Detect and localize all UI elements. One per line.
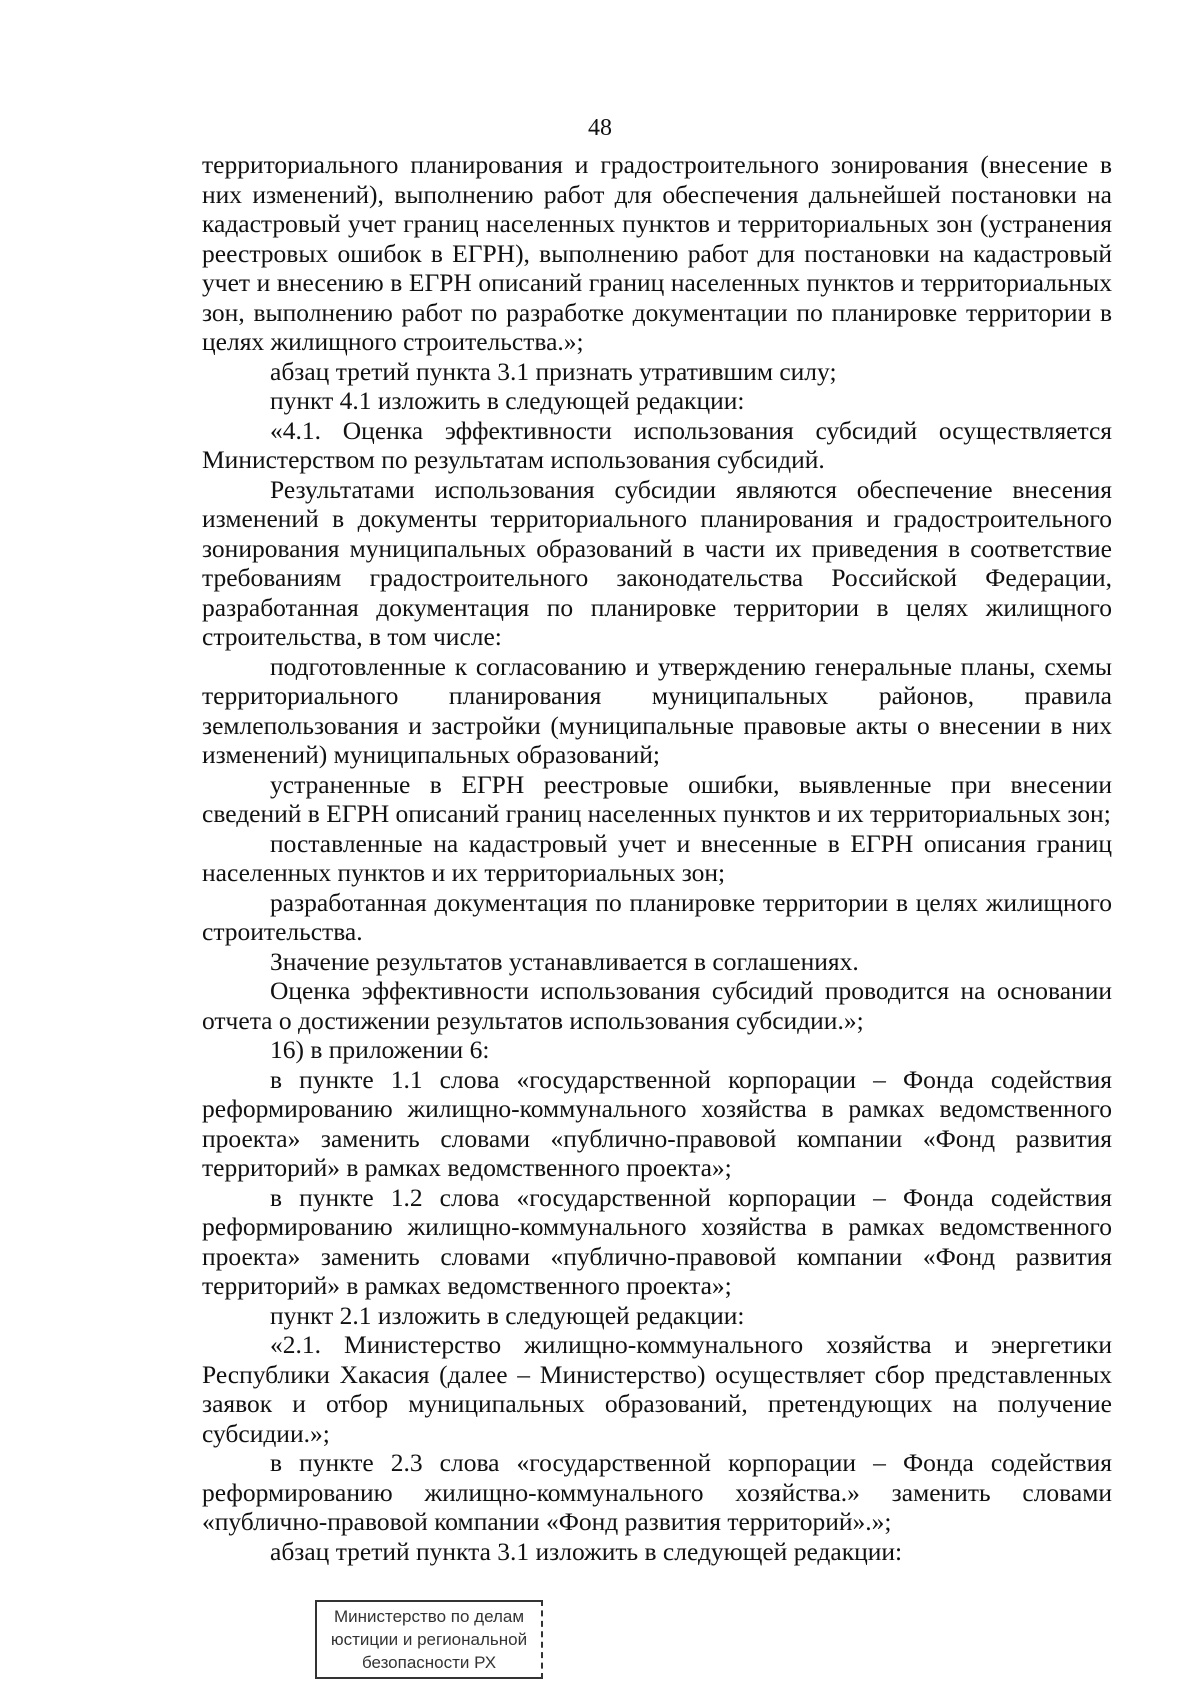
paragraph: в пункте 2.3 слова «государственной корпорации – Фонда содействия реформированию жилищно-коммунального хозяйства.» заменить словами «публично-правовой компании «Фонд развития территорий».»; <box>202 1448 1112 1536</box>
paragraph: подготовленные к согласованию и утверждению генеральные планы, схемы территориального планирования муниципальных районов, правила землепользования и застройки (муниципальные правовые акты о внесении в них изменений) муниципальных образований; <box>202 651 1112 769</box>
paragraph: абзац третий пункта 3.1 признать утратившим силу; <box>270 356 837 386</box>
paragraph: разработанная документация по планировке территории в целях жилищного строительства. <box>202 887 1112 946</box>
page-number: 48 <box>588 115 612 141</box>
paragraph: Значение результатов устанавливается в соглашениях. <box>270 946 859 976</box>
paragraph: поставленные на кадастровый учет и внесенные в ЕГРН описания границ населенных пунктов и их территориальных зон; <box>202 828 1112 887</box>
paragraph: устраненные в ЕГРН реестровые ошибки, выявленные при внесении сведений в ЕГРН описаний границ населенных пунктов и их территориальных зон; <box>202 769 1112 828</box>
paragraph: территориального планирования и градостроительного зонирования (внесение в них изменений), выполнению работ для обеспечения дальнейшей постановки на кадастровый учет границ населенных пунктов и территориальных зон (устранения реестровых ошибок в ЕГРН), выполнению работ для постановки на кадастровый учет и внесению в ЕГРН описаний границ населенных пунктов и территориальных зон, выполнению работ по разработке документации по планировке территории в целях жилищного строительства.»; <box>202 150 1112 356</box>
stamp-line: юстиции и региональной <box>330 1630 528 1649</box>
stamp-line: Министерство по делам <box>333 1607 525 1626</box>
paragraph: в пункте 1.1 слова «государственной корпорации – Фонда содействия реформированию жилищно-коммунального хозяйства в рамках ведомственного проекта» заменить словами «публично-правовой компании «Фонд развития территорий» в рамках ведомственного проекта»; <box>202 1064 1112 1182</box>
paragraph: «2.1. Министерство жилищно-коммунального хозяйства и энергетики Республики Хакасия (далее – Министерство) осуществляет сбор представленных заявок и отбор муниципальных образований, претендующих на получение субсидии.»; <box>202 1330 1112 1448</box>
paragraph: в пункте 1.2 слова «государственной корпорации – Фонда содействия реформированию жилищно-коммунального хозяйства в рамках ведомственного проекта» заменить словами «публично-правовой компании «Фонд развития территорий» в рамках ведомственного проекта»; <box>202 1182 1112 1300</box>
stamp-line: безопасности РХ <box>361 1653 497 1672</box>
paragraph: абзац третий пункта 3.1 изложить в следующей редакции: <box>270 1536 903 1566</box>
document-body <box>202 150 1112 1566</box>
paragraph: пункт 4.1 изложить в следующей редакции: <box>270 386 745 415</box>
paragraph: Оценка эффективности использования субсидий проводится на основании отчета о достижении результатов использования субсидии.»; <box>202 976 1112 1035</box>
paragraph: «4.1. Оценка эффективности использования субсидий осуществляется Министерством по результатам использования субсидий. <box>202 415 1112 474</box>
registration-stamp <box>315 1600 543 1679</box>
paragraph: Результатами использования субсидии являются обеспечение внесения изменений в документы территориального планирования и градостроительного зонирования муниципальных образований в части их приведения в соответствие требованиям градостроительного законодательства Российской Федерации, разработанная документация по планировке территории в целях жилищного строительства, в том числе: <box>202 474 1112 651</box>
paragraph: 16) в приложении 6: <box>270 1035 490 1064</box>
paragraph: пункт 2.1 изложить в следующей редакции: <box>270 1300 745 1330</box>
